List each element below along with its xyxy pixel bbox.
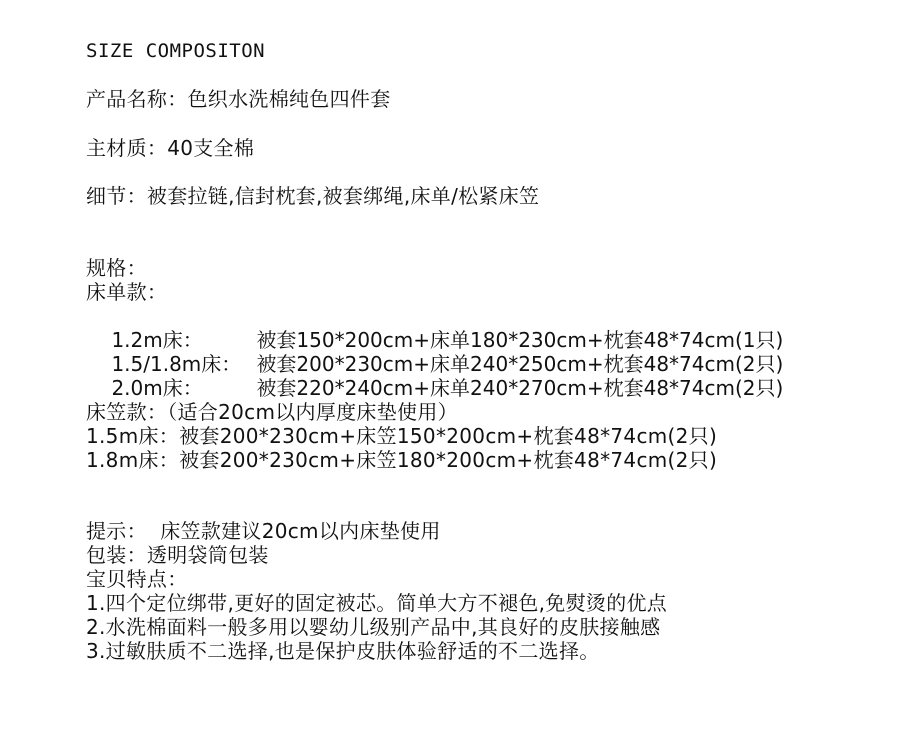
fitted-style-heading: 床笠款：（适合20cm以内厚度床垫使用） <box>86 400 458 424</box>
packaging: 包装：透明袋筒包装 <box>86 543 269 567</box>
feature-item: 2.水洗棉面料一般多用以婴幼儿级别产品中,其良好的皮肤接触感 <box>86 615 661 639</box>
product-name: 产品名称：色织水洗棉纯色四件套 <box>86 87 391 111</box>
sheet-size-content: 被套220*240cm+床单240*270cm+枕套48*74cm(2只) <box>256 376 784 400</box>
tip: 提示： 床笠款建议20cm以内床垫使用 <box>86 519 441 543</box>
sheet-size-label: 1.5/1.8m床： <box>111 352 242 376</box>
feature-item: 1.四个定位绑带,更好的固定被芯。简单大方不褪色,免熨烫的优点 <box>86 591 668 615</box>
material: 主材质：40支全棉 <box>86 136 255 160</box>
fitted-size-row: 1.8m床：被套200*230cm+床笠180*200cm+枕套48*74cm(2只) <box>86 448 718 472</box>
sheet-style-heading: 床单款： <box>86 280 168 304</box>
page-title: SIZE COMPOSITON <box>86 40 266 62</box>
sheet-size-content: 被套150*200cm+床单180*230cm+枕套48*74cm(1只) <box>256 328 784 352</box>
feature-item: 3.过敏肤质不二选择,也是保护皮肤体验舒适的不二选择。 <box>86 639 600 663</box>
fitted-size-row: 1.5m床：被套200*230cm+床笠150*200cm+枕套48*74cm(2只) <box>86 424 718 448</box>
product-description <box>86 0 897 740</box>
details: 细节：被套拉链,信封枕套,被套绑绳,床单/松紧床笠 <box>86 184 540 208</box>
spec-heading: 规格： <box>86 256 147 280</box>
sheet-size-label: 1.2m床： <box>111 328 203 352</box>
sheet-size-content: 被套200*230cm+床单240*250cm+枕套48*74cm(2只) <box>256 352 784 376</box>
sheet-size-label: 2.0m床： <box>111 376 203 400</box>
features-heading: 宝贝特点： <box>86 567 188 591</box>
